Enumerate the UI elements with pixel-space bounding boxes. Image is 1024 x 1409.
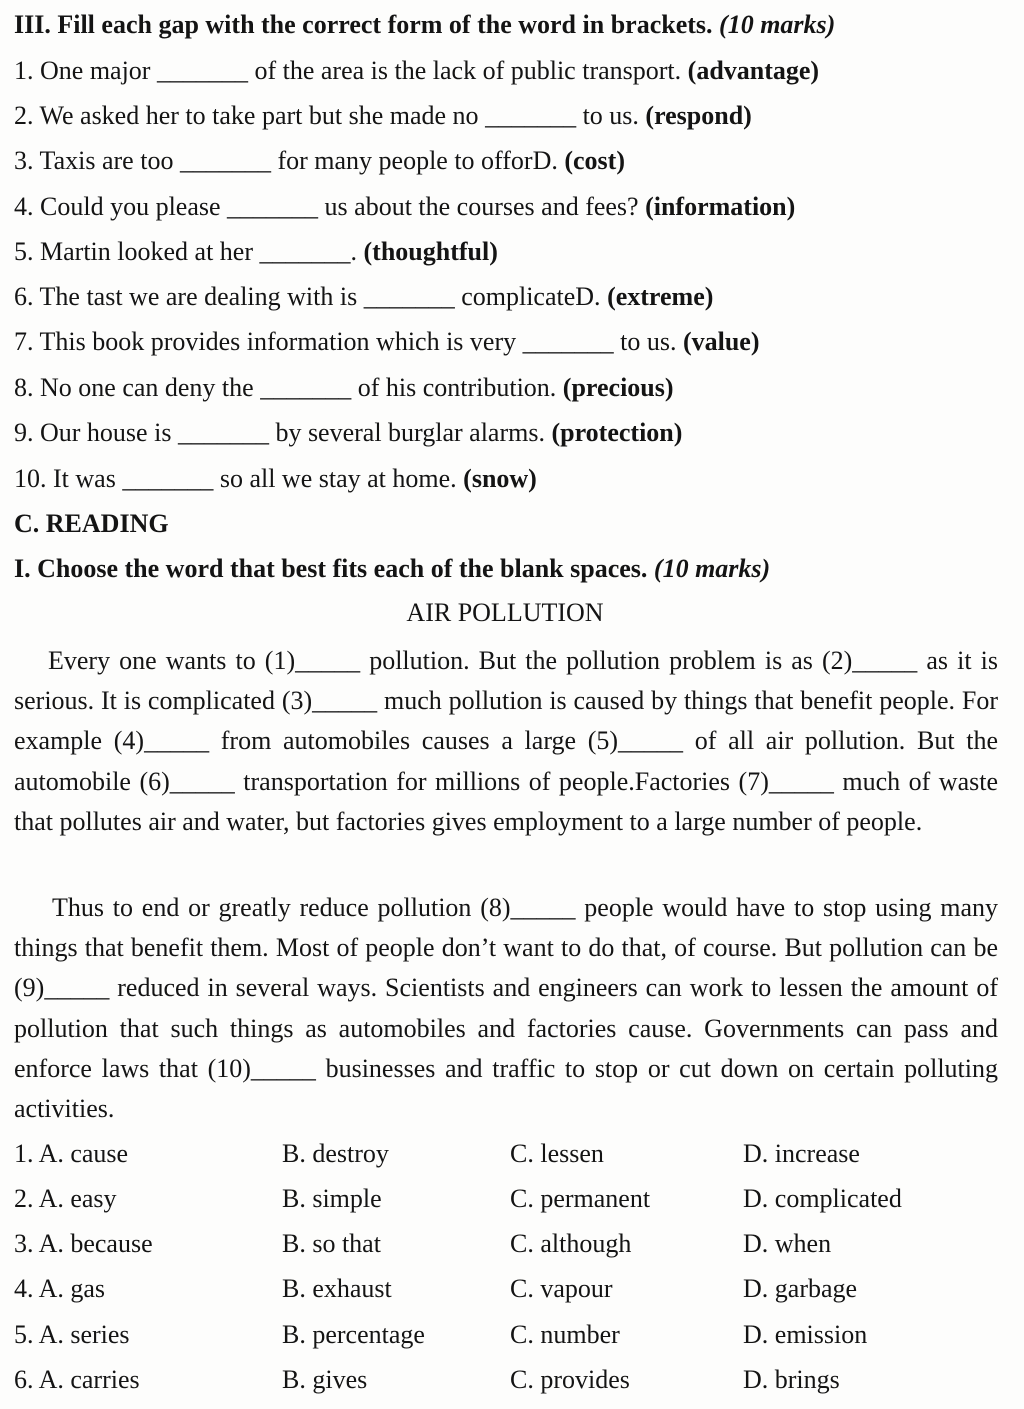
root-word: (value) [682, 327, 760, 356]
gap-item-6 [14, 282, 713, 312]
paragraph-1-text: Every one wants to (1)_____ pollution. But the pollution problem is as (2)_____ as it is serious. It is complicated (3)_____ much pollution is caused by things that benefit people. For example (4)_____ from automobiles causes a large (5)_____ of all air pollution. But the automobile (6)_____ transportation for millions of people.Factories (7)_____ much of waste that pollutes air and water, but factories gives employment to a large number of people. [14, 646, 998, 836]
answer-blank[interactable]: _______ [179, 146, 271, 175]
item-text: complicateD. [454, 282, 608, 311]
gap-item-5 [14, 237, 498, 267]
item-text: 4. Could you please [14, 192, 228, 221]
item-text: 2. We asked her to take part but she made no [14, 101, 486, 130]
root-word: (precious) [562, 373, 674, 402]
gap-item-1 [14, 56, 819, 86]
gap-item-3 [14, 146, 625, 176]
answer-blank[interactable]: _______ [363, 282, 455, 311]
item-text: 9. Our house is [14, 418, 178, 447]
root-word: (respond) [645, 101, 752, 130]
item-text: of his contribution. [351, 373, 563, 402]
root-word: (snow) [463, 464, 537, 493]
section-1-title: I. Choose the word that best fits each of the blank spaces. [14, 554, 648, 583]
reading-section-title: C. READING [14, 509, 169, 538]
answer-blank[interactable]: _______ [522, 327, 614, 356]
answer-blank[interactable]: _______ [259, 237, 351, 266]
option-b[interactable]: B. simple [282, 1184, 382, 1213]
option-b[interactable]: B. exhaust [282, 1274, 392, 1303]
item-text: 7. This book provides information which is very [14, 327, 523, 356]
option-d[interactable]: D. complicated [743, 1184, 902, 1213]
item-text: for many people to offorD. [270, 146, 565, 175]
answer-blank[interactable]: _______ [177, 418, 269, 447]
option-d[interactable]: D. garbage [743, 1274, 858, 1303]
section-1-marks: (10 marks) [653, 554, 771, 583]
option-d[interactable]: D. emission [743, 1320, 868, 1349]
passage-paragraph-2 [14, 888, 998, 1129]
gap-item-2 [14, 101, 752, 131]
option-b[interactable]: B. gives [282, 1365, 368, 1394]
option-a[interactable]: 3. A. because [14, 1229, 153, 1258]
option-b[interactable]: B. so that [282, 1229, 381, 1258]
gap-item-8 [14, 373, 674, 403]
item-text: so all we stay at home. [213, 464, 464, 493]
section-3-title: III. Fill each gap with the correct form of the word in brackets. [14, 10, 713, 39]
option-c[interactable]: C. vapour [510, 1274, 613, 1303]
item-text: . [350, 237, 364, 266]
item-text: 5. Martin looked at her [14, 237, 260, 266]
root-word: (protection) [551, 418, 683, 447]
item-text: 8. No one can deny the [14, 373, 261, 402]
gap-item-7 [14, 327, 760, 357]
item-text: of the area is the lack of public transport. [247, 56, 688, 85]
item-text: to us. [613, 327, 683, 356]
passage-paragraph-1 [14, 641, 998, 842]
item-text: 3. Taxis are too [14, 146, 180, 175]
option-a[interactable]: 1. A. cause [14, 1139, 129, 1168]
paragraph-2-text: Thus to end or greatly reduce pollution (8)_____ people would have to stop using many things that benefit them. Most of people don’t want to do that, of course. But pollution can be (9)_____ reduced in several ways. Scientists and engineers can work to lessen the amount of pollution that such things as automobiles and factories cause. Governments can pass and enforce laws that (10)_____ businesses and traffic to stop or cut down on certain polluting activities. [14, 893, 998, 1124]
section-3-heading [14, 10, 835, 40]
root-word: (extreme) [607, 282, 714, 311]
option-c[interactable]: C. number [510, 1320, 620, 1349]
answer-blank[interactable]: _______ [485, 101, 577, 130]
option-c[interactable]: C. lessen [510, 1139, 604, 1168]
option-a[interactable]: 2. A. easy [14, 1184, 117, 1213]
answer-blank[interactable]: _______ [122, 464, 214, 493]
option-a[interactable]: 5. A. series [14, 1320, 130, 1349]
passage-title: AIR POLLUTION [406, 598, 604, 627]
root-word: (information) [645, 192, 796, 221]
section-3-marks: (10 marks) [719, 10, 836, 39]
option-a[interactable]: 6. A. carries [14, 1365, 140, 1394]
item-text: 6. The tast we are dealing with is [14, 282, 364, 311]
gap-item-4 [14, 192, 795, 222]
answer-blank[interactable]: _______ [227, 192, 319, 221]
answer-blank[interactable]: _______ [156, 56, 248, 85]
root-word: (cost) [564, 146, 625, 175]
option-c[interactable]: C. although [510, 1229, 632, 1258]
option-d[interactable]: D. increase [743, 1139, 860, 1168]
option-c[interactable]: C. permanent [510, 1184, 651, 1213]
item-text: by several burglar alarms. [268, 418, 552, 447]
option-b[interactable]: B. percentage [282, 1320, 425, 1349]
section-1-heading [14, 554, 770, 584]
gap-item-9 [14, 418, 682, 448]
root-word: (advantage) [687, 56, 820, 85]
option-d[interactable]: D. brings [743, 1365, 840, 1394]
answer-blank[interactable]: _______ [260, 373, 352, 402]
item-text: 10. It was [14, 464, 123, 493]
option-d[interactable]: D. when [743, 1229, 832, 1258]
item-text: to us. [576, 101, 646, 130]
item-text: 1. One major [14, 56, 157, 85]
option-c[interactable]: C. provides [510, 1365, 630, 1394]
option-b[interactable]: B. destroy [282, 1139, 389, 1168]
gap-item-10 [14, 464, 537, 494]
item-text: us about the courses and fees? [318, 192, 646, 221]
option-a[interactable]: 4. A. gas [14, 1274, 105, 1303]
root-word: (thoughtful) [363, 237, 498, 266]
